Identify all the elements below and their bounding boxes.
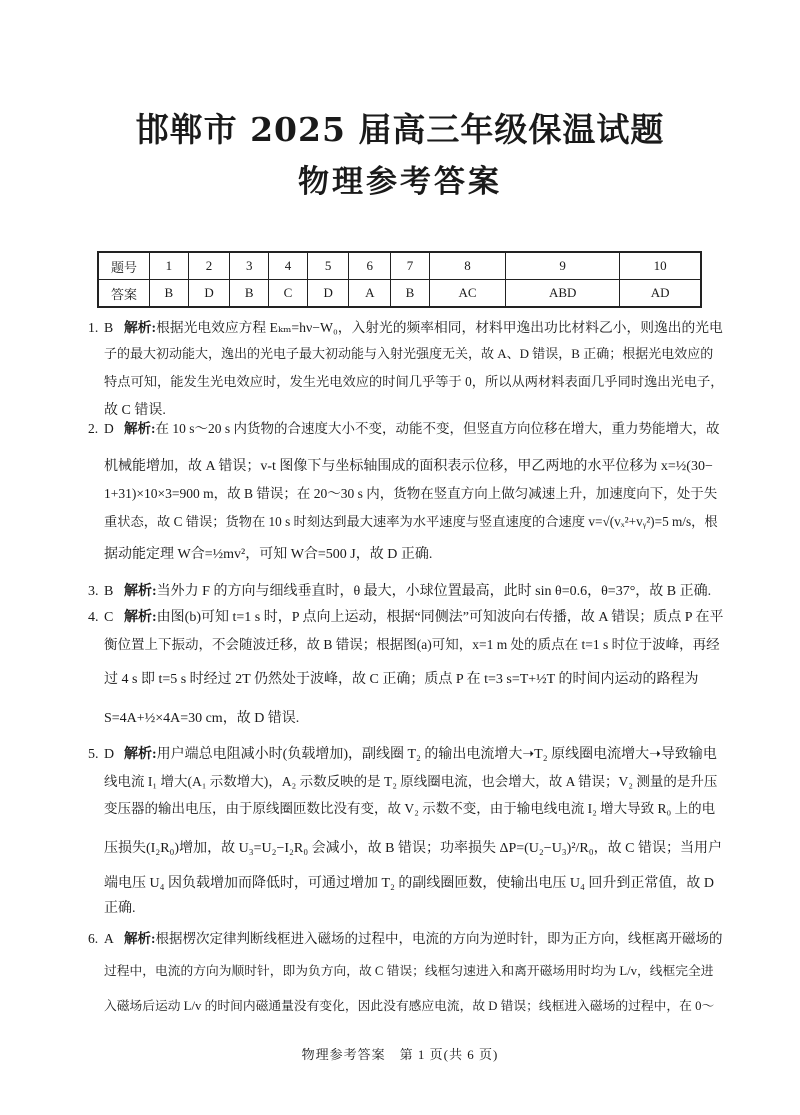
item-number: 4. — [88, 610, 99, 625]
line-text: 过 4 s 即 t=5 s 时经过 2T 仍然处于波峰，故 C 正确；质点 P 在 t=3 s=T+½T 的时间内运动的路程为 — [104, 672, 699, 687]
line-text: 线电流 I₁ 增大(A₁ 示数增大)，A₂ 示数反映的是 T₂ 原线圈电流，也会增大，故 A 错误；V₂ 测量的是升压 — [104, 774, 718, 789]
answer-item-line — [104, 960, 724, 979]
question-number-cell: 1 — [150, 252, 189, 280]
answer-item-line — [104, 343, 724, 362]
answer-item-line — [104, 511, 724, 530]
document-subtitle: 物理参考答案 — [298, 164, 502, 200]
line-text: 衡位置上下振动，不会随波迁移，故 B 错误；根据图(a)可知，x=1 m 处的质点在 t=1 s 时位于波峰，再经 — [104, 637, 720, 652]
line-text: 故 C 错误. — [104, 403, 166, 418]
colon: : — [151, 421, 156, 436]
line-text: 过程中，电流的方向为顺时针，即为负方向，故 C 错误；线框匀速进入和离开磁场用时均为 L/v，线框完全进 — [104, 964, 714, 978]
line-text: 当外力 F 的方向与细线垂直时，θ 最大，小球位置最高，此时 sin θ=0.6，θ=37°，故 B 正确. — [156, 584, 712, 599]
question-number-cell: 6 — [349, 252, 391, 280]
answer-item-line — [104, 837, 724, 857]
line-text: 入磁场后运动 L/v 的时间内磁通量没有变化，因此没有感应电流，故 D 错误；线框进入磁场的过程中，在 0～ — [104, 999, 715, 1013]
answer-cell: ABD — [506, 280, 620, 308]
line-text: 根据楞次定律判断线框进入磁场的过程中，电流的方向为逆时针，即为正方向，线框离开磁场的 — [155, 931, 723, 946]
analysis-label: 解析 — [124, 421, 151, 436]
colon: : — [152, 584, 157, 599]
answer-cell: D — [188, 280, 230, 308]
line-text: 端电压 U₄ 因负载增加而降低时，可通过增加 T₂ 的副线圈匝数，使输出电压 U₄ 回升到正常值，故 D — [104, 876, 715, 891]
answer-cell: B — [150, 280, 189, 308]
answer-item-first-line — [88, 743, 724, 763]
line-text: S=4A+½×4A=30 cm，故 D 错误. — [104, 711, 300, 726]
item-number: 2. — [88, 421, 99, 436]
answer-item-line — [104, 371, 724, 390]
answer-item-line — [104, 482, 724, 502]
question-number-cell: 4 — [269, 252, 308, 280]
answer-item-line — [104, 668, 724, 688]
line-text: 机械能增加，故 A 错误；v-t 图像下与坐标轴围成的面积表示位移，甲乙两地的水平位移为 x=½(30− — [104, 459, 713, 474]
answer-cell: A — [349, 280, 391, 308]
line-text: 变压器的输出电压，由于原线圈匝数比没有变，故 V₂ 示数不变，由于输电线电流 I₂ 增大导致 R₀ 上的电 — [104, 801, 716, 816]
item-number: 5. — [88, 747, 99, 762]
answer-item-first-line — [88, 606, 724, 626]
answer-cell: AD — [620, 280, 701, 308]
line-text: 根据光电效应方程 Eₖₘ=hν−W₀，入射光的频率相同，材料甲逸出功比材料乙小，则逸出的光电 — [156, 320, 723, 335]
answer-item-line — [104, 897, 724, 917]
answer-item-first-line — [88, 316, 724, 336]
analysis-label: 解析 — [124, 320, 152, 335]
line-text: 子的最大初动能大，逸出的光电子最大初动能与入射光强度无关，故 A、D 错误，B 正确；根据光电效应的 — [104, 346, 714, 361]
colon: : — [152, 610, 157, 625]
line-text: 在 10 s～20 s 内货物的合速度大小不变，动能不变，但竖直方向位移在增大，重力势能增大，故 — [155, 421, 720, 436]
answer-cell: B — [391, 280, 430, 308]
answer-item-line — [104, 543, 724, 563]
row-label: 题号 — [98, 252, 150, 280]
line-text: 用户端总电阻减小时(负载增加)，副线圈 T₂ 的输出电流增大➝T₂ 原线圈电流增大➝导致输电 — [156, 747, 717, 762]
item-answer: D — [104, 747, 115, 762]
line-text: 据动能定理 W合=½mv²，可知 W合=500 J，故 D 正确. — [104, 547, 433, 562]
question-number-cell: 7 — [391, 252, 430, 280]
item-number: 6. — [88, 931, 99, 946]
question-number-cell: 3 — [230, 252, 269, 280]
line-text: 压损失(I₂R₀)增加，故 U₃=U₂−I₂R₀ 会减小，故 B 错误；功率损失 ΔP=(U₂−U₃)²/R₀，故 C 错误；当用户 — [104, 841, 722, 856]
answer-cell: B — [230, 280, 269, 308]
answer-item-line — [104, 797, 724, 817]
table-row — [98, 280, 701, 308]
line-text: 1+31)×10×3=900 m，故 B 错误；在 20～30 s 内，货物在竖直方向上做匀减速上升，加速度向下，处于失 — [104, 486, 718, 501]
answer-cell: AC — [429, 280, 505, 308]
item-answer: C — [104, 610, 114, 625]
answer-table — [97, 251, 702, 308]
answer-cell: D — [307, 280, 349, 308]
item-answer: B — [104, 584, 114, 599]
item-answer: D — [104, 421, 114, 436]
answer-item-line — [104, 399, 724, 419]
line-text: 特点可知，能发生光电效应时，发生光电效应的时间几乎等于 0，所以从两材料表面几乎同时逸出光电子， — [104, 374, 724, 389]
page-footer: 物理参考答案 第 1 页(共 6 页) — [301, 1047, 499, 1062]
colon: : — [151, 320, 157, 335]
question-number-cell: 2 — [188, 252, 230, 280]
question-number-cell: 8 — [429, 252, 505, 280]
answer-item-line — [104, 633, 724, 653]
answer-item-line — [104, 995, 724, 1014]
table-row — [98, 252, 701, 280]
item-number: 1. — [88, 320, 99, 335]
line-text: 重状态，故 C 错误；货物在 10 s 时刻达到最大速率为水平速度与竖直速度的合速度 v=√(vₓ²+vᵧ²)=5 m/s，根 — [104, 514, 718, 529]
colon: : — [152, 747, 157, 762]
row-label: 答案 — [98, 280, 150, 308]
item-answer: A — [104, 931, 114, 946]
answer-item-first-line — [88, 580, 724, 600]
line-text: 由图(b)可知 t=1 s 时，P 点向上运动，根据“同侧法”可知波向右传播，故 A 错误；质点 P 在平 — [156, 610, 724, 625]
answer-cell: C — [269, 280, 308, 308]
question-number-cell: 10 — [620, 252, 701, 280]
item-number: 3. — [88, 584, 99, 599]
document-title: 邯郸市 2025 届高三年级保温试题 — [135, 110, 665, 149]
line-text: 正确. — [104, 901, 136, 916]
answer-item-line — [104, 770, 724, 790]
analysis-label: 解析 — [124, 610, 152, 625]
analysis-label: 解析 — [124, 931, 151, 946]
answer-item-first-line — [88, 927, 724, 947]
answer-item-line — [104, 872, 724, 892]
answer-item-line — [104, 455, 724, 475]
question-number-cell: 5 — [307, 252, 349, 280]
answer-item-line — [104, 707, 724, 727]
question-number-cell: 9 — [506, 252, 620, 280]
analysis-label: 解析 — [124, 747, 152, 762]
analysis-label: 解析 — [124, 584, 152, 599]
answer-item-first-line — [88, 417, 724, 437]
colon: : — [151, 931, 156, 946]
item-answer: B — [104, 320, 114, 335]
